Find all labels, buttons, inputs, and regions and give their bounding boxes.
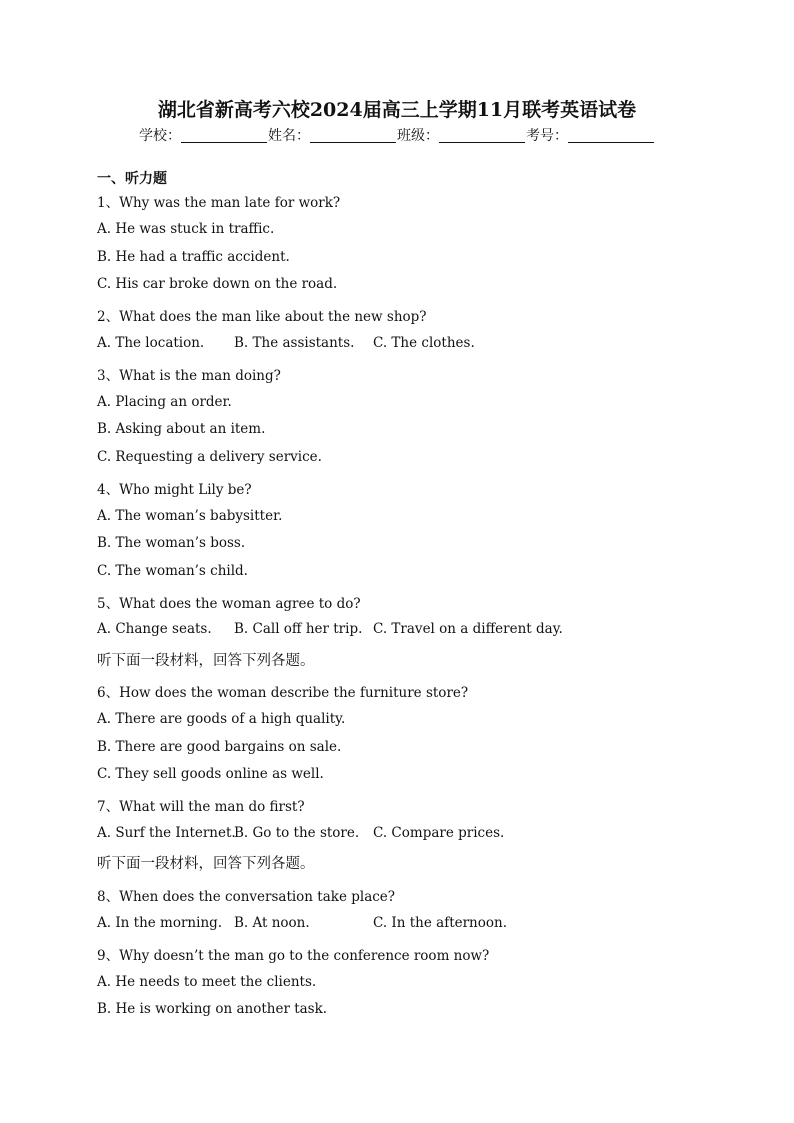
option-9a: A. He needs to meet the clients. bbox=[97, 974, 317, 990]
option-3a: A. Placing an order. bbox=[97, 394, 232, 410]
option-8c: C. In the afternoon. bbox=[373, 915, 507, 931]
instruction-2: 听下面一段材料，回答下列各题。 bbox=[97, 856, 315, 872]
option-2a: A. The location. bbox=[97, 335, 205, 351]
option-5b: B. Call off her trip. bbox=[234, 621, 363, 637]
option-6c: C. They sell goods online as well. bbox=[97, 766, 324, 782]
option-8a: A. In the morning. bbox=[97, 915, 223, 931]
student-info-row bbox=[0, 125, 794, 145]
number-label: 考号： bbox=[526, 128, 568, 144]
option-6a: A. There are goods of a high quality. bbox=[97, 711, 346, 727]
option-4c: C. The woman’s child. bbox=[97, 563, 248, 579]
school-blank[interactable] bbox=[181, 127, 267, 143]
option-3c: C. Requesting a delivery service. bbox=[97, 449, 322, 465]
question-4: 4、Who might Lily be? bbox=[97, 482, 252, 498]
option-5c: C. Travel on a different day. bbox=[373, 621, 563, 637]
option-3b: B. Asking about an item. bbox=[97, 421, 266, 437]
name-blank[interactable] bbox=[310, 127, 396, 143]
option-7a: A. Surf the Internet. bbox=[97, 825, 236, 841]
option-6b: B. There are good bargains on sale. bbox=[97, 739, 342, 755]
question-2: 2、What does the man like about the new shop? bbox=[97, 309, 427, 325]
page-title: 湖北省新高考六校2024届高三上学期11月联考英语试卷 bbox=[157, 99, 637, 121]
option-5a: A. Change seats. bbox=[97, 621, 212, 637]
option-1c: C. His car broke down on the road. bbox=[97, 276, 338, 292]
number-blank[interactable] bbox=[568, 127, 654, 143]
question-7: 7、What will the man do first? bbox=[97, 799, 305, 815]
question-9: 9、Why doesn’t the man go to the conference room now? bbox=[97, 948, 490, 964]
question-5: 5、What does the woman agree to do? bbox=[97, 596, 361, 612]
option-7b: B. Go to the store. bbox=[234, 825, 360, 841]
option-9b: B. He is working on another task. bbox=[97, 1001, 328, 1017]
option-1a: A. He was stuck in traffic. bbox=[97, 221, 275, 237]
class-blank[interactable] bbox=[439, 127, 525, 143]
school-label: 学校： bbox=[139, 128, 181, 144]
section-heading: 一、听力题 bbox=[97, 171, 167, 187]
option-1b: B. He had a traffic accident. bbox=[97, 249, 290, 265]
question-8: 8、When does the conversation take place? bbox=[97, 889, 396, 905]
instruction-1: 听下面一段材料，回答下列各题。 bbox=[97, 653, 315, 669]
option-7c: C. Compare prices. bbox=[373, 825, 505, 841]
option-4b: B. The woman’s boss. bbox=[97, 535, 246, 551]
question-3: 3、What is the man doing? bbox=[97, 368, 281, 384]
option-2c: C. The clothes. bbox=[373, 335, 475, 351]
class-label: 班级： bbox=[397, 128, 439, 144]
option-8b: B. At noon. bbox=[234, 915, 310, 931]
option-2b: B. The assistants. bbox=[234, 335, 355, 351]
question-6: 6、How does the woman describe the furniture store? bbox=[97, 685, 469, 701]
option-4a: A. The woman’s babysitter. bbox=[97, 508, 283, 524]
question-1: 1、Why was the man late for work? bbox=[97, 195, 341, 211]
name-label: 姓名： bbox=[268, 128, 310, 144]
